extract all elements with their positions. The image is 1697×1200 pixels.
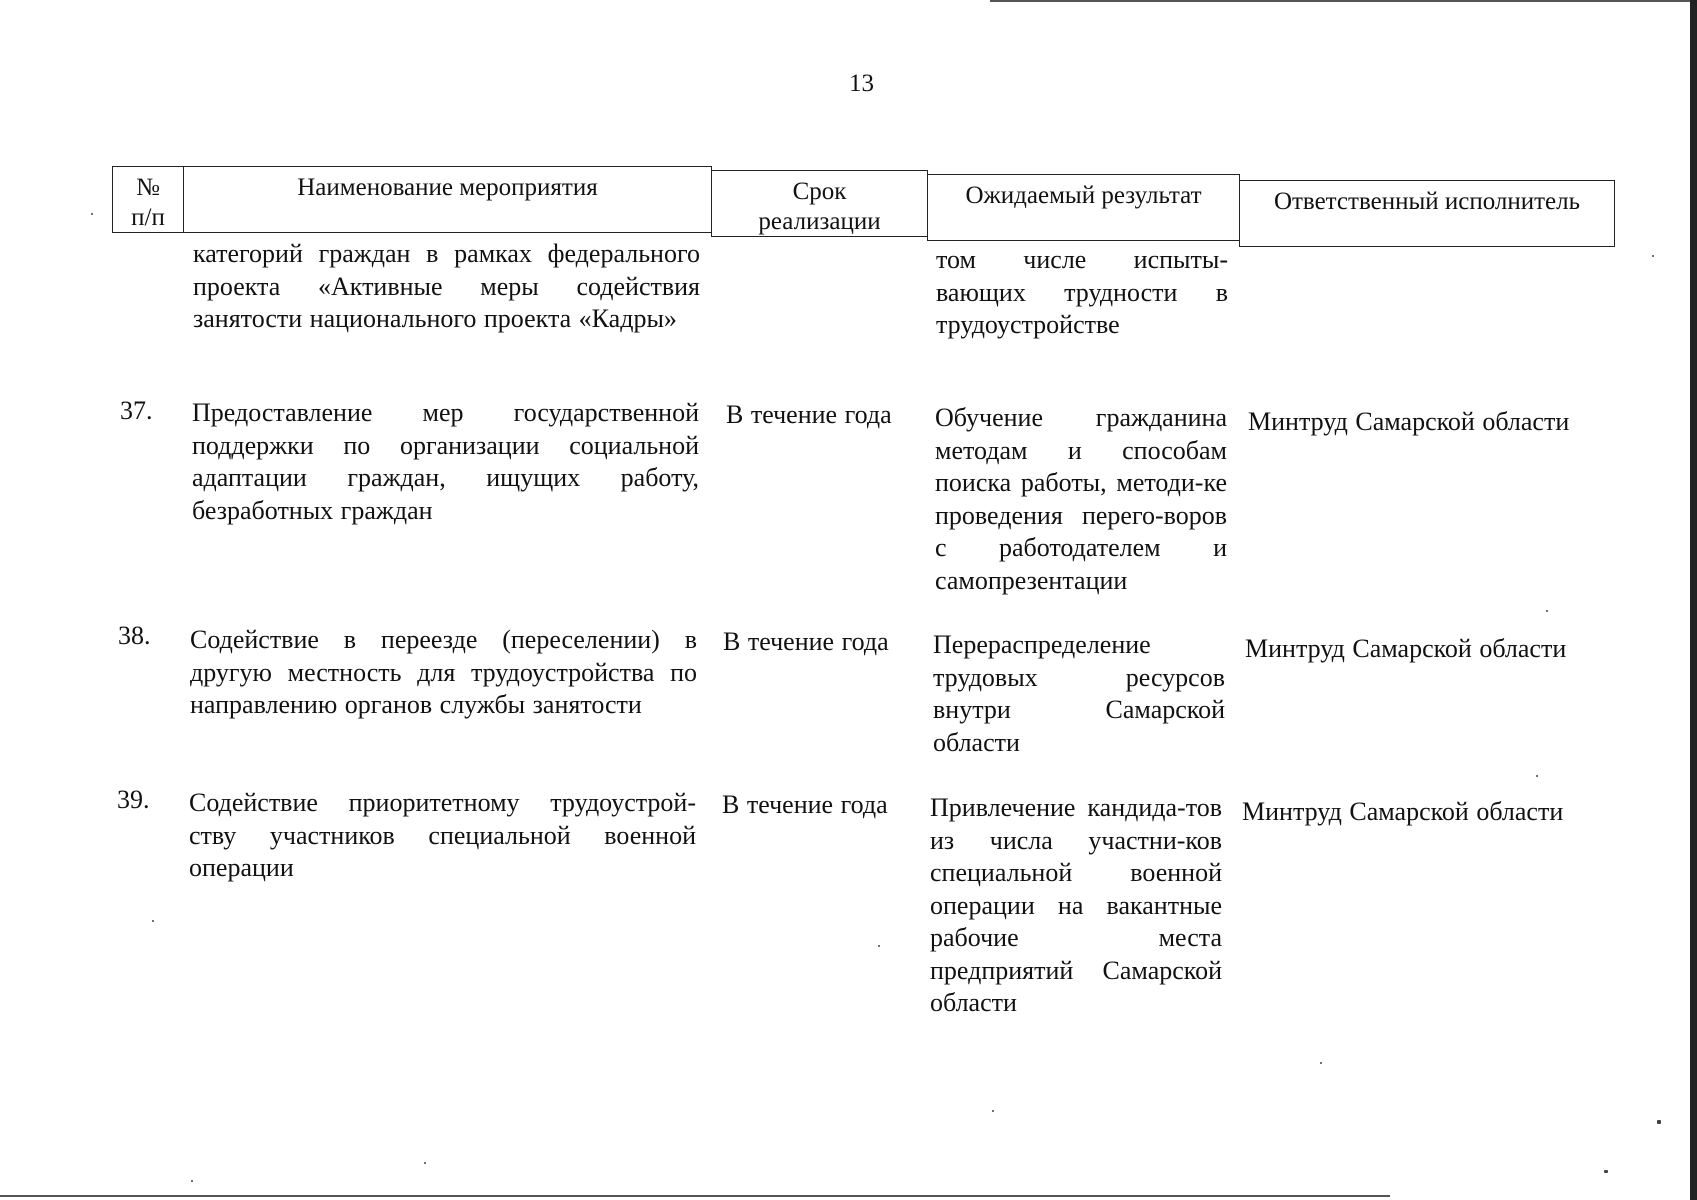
row-number: 38. [118,621,151,650]
row-result: Перераспределение трудовых ресурсов внутри Самарской области [933,630,1225,757]
bottom-scan-line [0,1195,1390,1197]
scan-speck [152,920,154,922]
scan-speck [424,1162,426,1164]
row-name: Предоставление мер государственной поддержки по организации социальной адаптации граждан, ищущих работу, безработных граждан [192,398,699,525]
row-executor: Минтруд Самарской области [1248,407,1570,436]
row-result: Привлечение кандида-тов из числа участни-ков специальной военной операции на вакантные рабочие места предприятий Самарской области [930,793,1222,1017]
header-executor [1239,180,1615,247]
header-number [112,166,184,233]
header-executor-label: Ответственный исполнитель [1273,188,1581,215]
row-name: Содействие приоритетному трудоустрой-ству участников специальной военной операции [189,788,696,882]
page-number: 13 [849,70,874,97]
header-term-label: Срок реализации [758,178,881,235]
header-result [927,174,1240,241]
scan-speck [1536,775,1538,777]
header-name [183,166,712,233]
row-term: В течение года [722,790,888,819]
scan-speck [1604,1170,1608,1173]
scan-speck [1652,255,1654,257]
header-name-label: Наименование мероприятия [297,174,598,201]
row-executor: Минтруд Самарской области [1242,797,1564,826]
header-term [711,170,928,237]
row-number: 37. [120,396,153,425]
scan-speck [1320,1062,1322,1064]
right-scan-edge [1690,0,1697,1200]
row-term: В течение года [726,400,892,429]
scan-speck [191,1180,193,1182]
row-term: В течение года [723,627,889,656]
continuation-result: том числе испыты-вающих трудности в трудоустройстве [936,245,1228,339]
scan-speck [1546,610,1548,612]
continuation-name: категорий граждан в рамках федерального проекта «Активные меры содействия занятости национального проекта «Кадры» [193,239,700,333]
row-result: Обучение гражданина методам и способам поиска работы, методи-ке проведения перего-воров с работодателем и самопрезентации [935,403,1227,595]
top-scan-line [990,0,1697,2]
row-number: 39. [117,785,150,814]
header-number-label: № п/п [131,174,165,231]
row-executor: Минтруд Самарской области [1245,634,1567,663]
scan-speck [992,1110,994,1112]
header-result-label: Ожидаемый результат [965,182,1202,209]
scan-speck [91,213,93,215]
scan-speck [878,945,880,947]
scan-speck [1657,1120,1661,1124]
row-name: Содействие в переезде (переселении) в другую местность для трудоустройства по направлению органов службы занятости [190,625,697,719]
